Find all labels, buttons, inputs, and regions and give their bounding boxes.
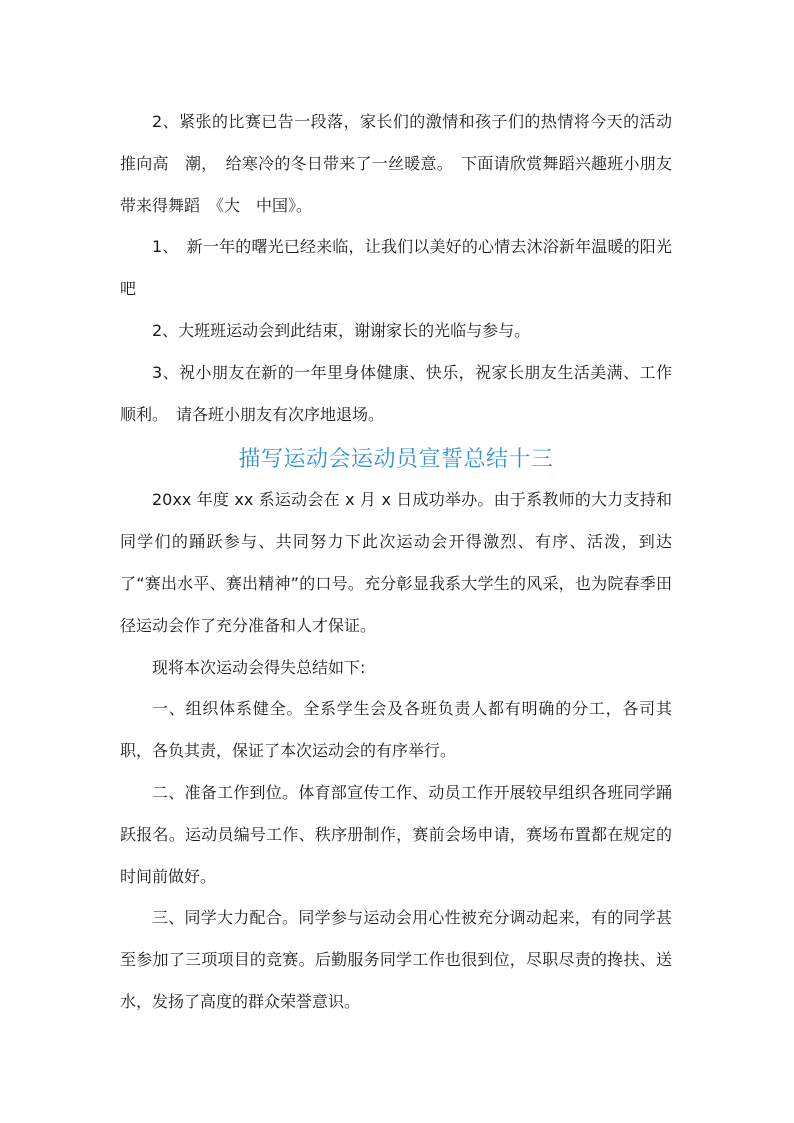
paragraph-summary-intro: 20xx 年度 xx 系运动会在 x 月 x 日成功举办。由于系教师的大力支持和同学们的踊跃参与、共同努力下此次运动会开得激烈、有序、活泼，到达了“赛出水平、赛出精神”的口号。充分彰显我系大学生的风采，也为院春季田径运动会作了充分准备和人才保证。: [120, 490, 672, 635]
paragraph-point-cooperation: 三、同学大力配合。同学参与运动会用心性被充分调动起来，有的同学甚至参加了三项项目的竞赛。后勤服务同学工作也很到位，尽职尽责的搀扶、送水，发扬了高度的群众荣誉意识。: [120, 908, 672, 1011]
paragraph-closing-end: 2、大班班运动会到此结束，谢谢家长的光临与参与。: [152, 320, 531, 340]
paragraph-closing-new-year: 1、 新一年的曙光已经来临，让我们以美好的心情去沐浴新年温暖的阳光吧: [120, 237, 672, 299]
paragraph-point-organization: 一、组织体系健全。全系学生会及各班负责人都有明确的分工，各司其职，各负其责，保证了本次运动会的有序举行。: [120, 699, 672, 761]
document-body: [120, 101, 672, 1023]
paragraph-closing-2: 2、紧张的比赛已告一段落，家长们的激情和孩子们的热情将今天的活动推向高 潮， 给寒冷的冬日带来了一丝暖意。 下面请欣赏舞蹈兴趣班小朋友带来得舞蹈 《大 中国》。: [120, 112, 672, 215]
paragraph-summary-lead: 现将本次运动会得失总结如下:: [152, 657, 366, 677]
section-heading: 描写运动会运动员宣誓总结十三: [238, 447, 554, 473]
paragraph-closing-wishes: 3、祝小朋友在新的一年里身体健康、快乐，祝家长朋友生活美满、工作顺利。 请各班小朋友有次序地退场。: [120, 362, 672, 424]
paragraph-point-preparation: 二、准备工作到位。体育部宣传工作、动员工作开展较早组织各班同学踊跃报名。运动员编号工作、秩序册制作，赛前会场申请，赛场布置都在规定的时间前做好。: [120, 782, 672, 886]
